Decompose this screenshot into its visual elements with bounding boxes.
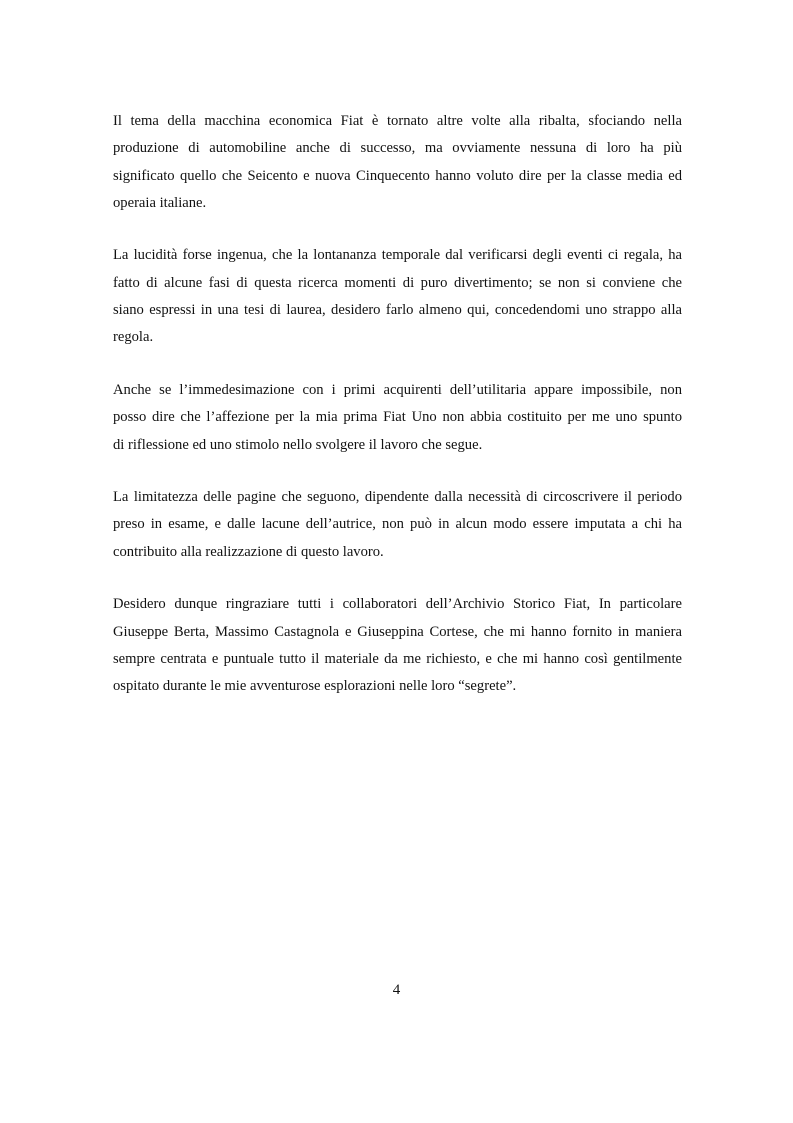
text-line: operaia italiane. xyxy=(113,194,207,211)
text-line: Anche se l’immedesimazione con i primi acquirenti dell’utilitaria appare impossibile, non xyxy=(113,381,682,398)
body-text xyxy=(113,108,682,726)
text-line: fatto di alcune fasi di questa ricerca momenti di puro divertimento; se non si conviene che xyxy=(113,274,682,291)
paragraph-3 xyxy=(113,377,682,459)
text-line: Giuseppe Berta, Massimo Castagnola e Giuseppina Cortese, che mi hanno fornito in maniera xyxy=(113,623,682,640)
paragraph-4 xyxy=(113,484,682,566)
text-line: contribuito alla realizzazione di questo lavoro. xyxy=(113,543,384,560)
text-line: Desidero dunque ringraziare tutti i collaboratori dell’Archivio Storico Fiat, In particolare xyxy=(113,596,682,613)
text-line: produzione di automobiline anche di successo, ma ovviamente nessuna di loro ha più xyxy=(113,140,682,157)
paragraph-2 xyxy=(113,242,682,351)
text-line: significato quello che Seicento e nuova Cinquecento hanno voluto dire per la classe media ed xyxy=(113,167,682,184)
text-line: preso in esame, e dalle lacune dell’autrice, non può in alcun modo essere imputata a chi ha xyxy=(113,516,682,533)
text-line: di riflessione ed uno stimolo nello svolgere il lavoro che segue. xyxy=(113,436,483,453)
paragraph-5 xyxy=(113,591,682,700)
text-line: posso dire che l’affezione per la mia prima Fiat Uno non abbia costituito per me uno spunto xyxy=(113,409,682,426)
text-line: sempre centrata e puntuale tutto il materiale da me richiesto, e che mi hanno così gentilmente xyxy=(113,650,682,667)
text-line: ospitato durante le mie avventurose esplorazioni nelle loro “segrete”. xyxy=(113,678,517,695)
paragraph-1 xyxy=(113,108,682,217)
page-number: 4 xyxy=(392,982,401,998)
text-line: La lucidità forse ingenua, che la lontananza temporale dal verificarsi degli eventi ci regala, ha xyxy=(113,247,682,264)
text-line: Il tema della macchina economica Fiat è tornato altre volte alla ribalta, sfociando nella xyxy=(113,113,682,129)
text-line: siano espressi in una tesi di laurea, desidero farlo almeno qui, concedendomi uno strappo alla xyxy=(113,302,682,319)
text-line: regola. xyxy=(113,329,154,346)
text-line: La limitatezza delle pagine che seguono, dipendente dalla necessità di circoscrivere il periodo xyxy=(113,489,682,506)
